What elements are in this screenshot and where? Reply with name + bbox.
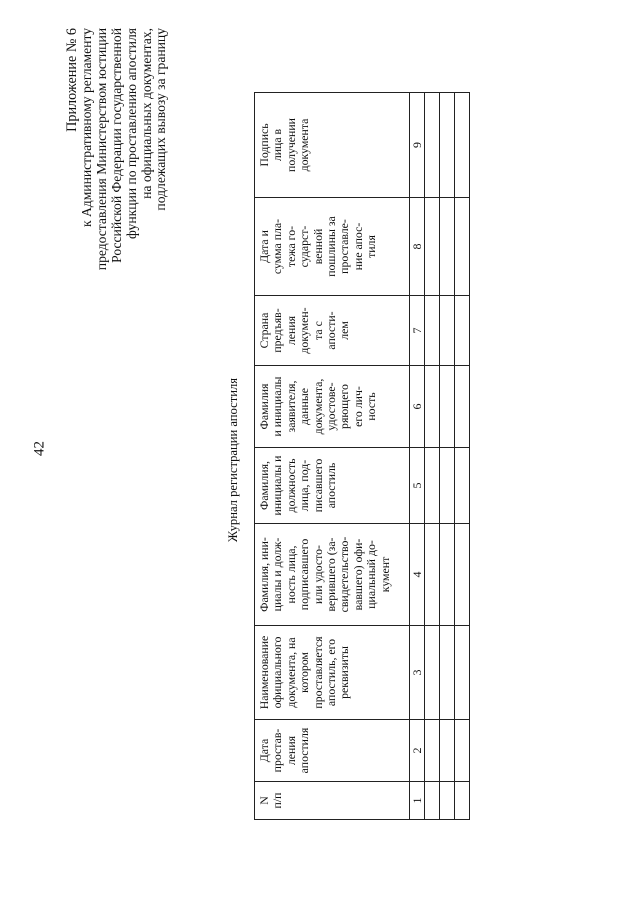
table-cell [425, 720, 440, 782]
column-header-line: Дата и [257, 230, 271, 263]
column-header-line: удостове- [324, 382, 339, 431]
table-cell [455, 296, 470, 366]
column-header-line: предъяв- [270, 308, 285, 353]
column-header-line: реквизиты [337, 646, 352, 699]
column-header-line: простав- [270, 728, 285, 773]
appendix-heading [65, 28, 169, 273]
page-number: 42 [31, 441, 48, 456]
table-cell [425, 782, 440, 820]
journal-table-wrapper [254, 93, 470, 820]
column-header-line: подписавшего [297, 538, 312, 611]
table-cell [455, 448, 470, 524]
column-header-line: апостиль, его [324, 638, 339, 707]
column-header-line: п/п [270, 792, 285, 809]
column-header-line: докумен- [297, 307, 312, 354]
table-row [440, 93, 455, 820]
table-cell [440, 198, 455, 296]
column-number: 5 [410, 448, 425, 524]
column-header-line: ность лица, [283, 545, 298, 604]
column-header-line: сумма пла- [270, 218, 285, 275]
column-header-line: или удосто- [310, 545, 325, 604]
appendix-title: Приложение № 6 [64, 28, 80, 132]
column-header [255, 448, 410, 524]
column-header-line: Фамилия [257, 383, 271, 430]
appendix-line: Российской Федерации государственной [108, 28, 124, 263]
appendix-line: к Административному регламенту [78, 28, 94, 228]
column-header [255, 366, 410, 448]
table-cell [440, 782, 455, 820]
column-header-line: получении [283, 118, 298, 172]
column-header-line: и инициалы [270, 376, 285, 437]
column-header-line: документа, [310, 378, 325, 435]
table-cell [425, 93, 440, 198]
column-header-line: венной [310, 228, 325, 265]
column-header-line: апостиль [324, 462, 339, 509]
column-header-line: ние апос- [350, 222, 365, 271]
column-header-line: инициалы и [270, 455, 285, 516]
column-header-line: пошлины за [324, 216, 339, 277]
table-row [455, 93, 470, 820]
table-row [425, 93, 440, 820]
column-header-line: верившего (за- [324, 537, 339, 612]
appendix-line: на официальных документах, [138, 28, 154, 199]
table-cell [455, 198, 470, 296]
column-header-line: лица в [270, 128, 285, 162]
table-cell [455, 782, 470, 820]
table-cell [425, 626, 440, 720]
column-header-line: сударст- [297, 225, 312, 268]
appendix-line: функции по проставлению апостиля [123, 28, 139, 239]
table-cell [455, 93, 470, 198]
table-cell [440, 366, 455, 448]
column-header-line: ления [283, 735, 298, 766]
column-header-line: апости- [324, 311, 339, 350]
column-header-line: циалы и долж- [270, 537, 285, 612]
table-cell [425, 448, 440, 524]
journal-table [254, 92, 470, 820]
table-cell [425, 366, 440, 448]
appendix-line: подлежащих вывозу за границу [153, 28, 169, 211]
table-cell [455, 366, 470, 448]
column-number: 3 [410, 626, 425, 720]
column-header-line: его лич- [350, 386, 365, 427]
table-cell [425, 198, 440, 296]
column-header-line: Фамилия, [257, 461, 271, 510]
header-row [255, 93, 410, 820]
column-header-line: циальный до- [364, 540, 379, 609]
journal-title: Журнал регистрации апостиля [226, 377, 240, 543]
column-header [255, 296, 410, 366]
column-header-line: писавшего [310, 458, 325, 513]
column-number: 1 [410, 782, 425, 820]
column-header [255, 93, 410, 198]
column-header-line: та с [310, 321, 325, 340]
column-header-line: Фамилия, ини- [257, 537, 271, 612]
table-cell [440, 720, 455, 782]
table-cell [425, 524, 440, 626]
column-header-line: вавшего) офи- [350, 538, 365, 611]
table-cell [440, 524, 455, 626]
table-cell [440, 626, 455, 720]
column-header-line: котором [297, 652, 312, 693]
column-header-line: Наименование [257, 635, 271, 710]
column-header-line: заявителя, [283, 380, 298, 433]
table-cell [455, 626, 470, 720]
column-number: 8 [410, 198, 425, 296]
column-header-line: Дата [257, 738, 271, 763]
column-header-line: официального [270, 636, 285, 709]
column-header [255, 782, 410, 820]
column-header-line: свидетельство- [337, 536, 352, 613]
column-number: 7 [410, 296, 425, 366]
column-number: 9 [410, 93, 425, 198]
table-cell [440, 93, 455, 198]
column-number: 4 [410, 524, 425, 626]
appendix-line: предоставления Министерством юстиции [93, 28, 109, 271]
column-header-line: ность [364, 392, 379, 421]
table-cell [440, 296, 455, 366]
column-number: 2 [410, 720, 425, 782]
column-header [255, 198, 410, 296]
table-cell [440, 448, 455, 524]
column-header-line: данные [297, 387, 312, 426]
table-cell [455, 524, 470, 626]
table-cell [455, 720, 470, 782]
column-header-line: N [257, 796, 271, 805]
column-header-line: кумент [377, 556, 392, 593]
column-header-line: документа, на [283, 637, 298, 708]
column-header-line: ления [283, 315, 298, 346]
column-header-line: Подпись [257, 123, 271, 167]
column-header-line: тиля [364, 235, 379, 258]
column-header-line: документа [297, 118, 312, 172]
column-header-line: ряющего [337, 384, 352, 429]
column-header-line: проставле- [337, 219, 352, 274]
table-cell [425, 296, 440, 366]
column-header [255, 524, 410, 626]
column-header-line: лица, под- [297, 459, 312, 512]
column-header-line: лем [337, 321, 352, 340]
column-header-line: тежа го- [283, 225, 298, 268]
column-number-row [410, 93, 425, 820]
column-header-line: должность [283, 458, 298, 513]
column-header-line: проставляется [310, 636, 325, 709]
column-header [255, 626, 410, 720]
column-header-line: апостиля [297, 727, 312, 774]
column-number: 6 [410, 366, 425, 448]
column-header-line: Страна [257, 312, 271, 349]
column-header [255, 720, 410, 782]
